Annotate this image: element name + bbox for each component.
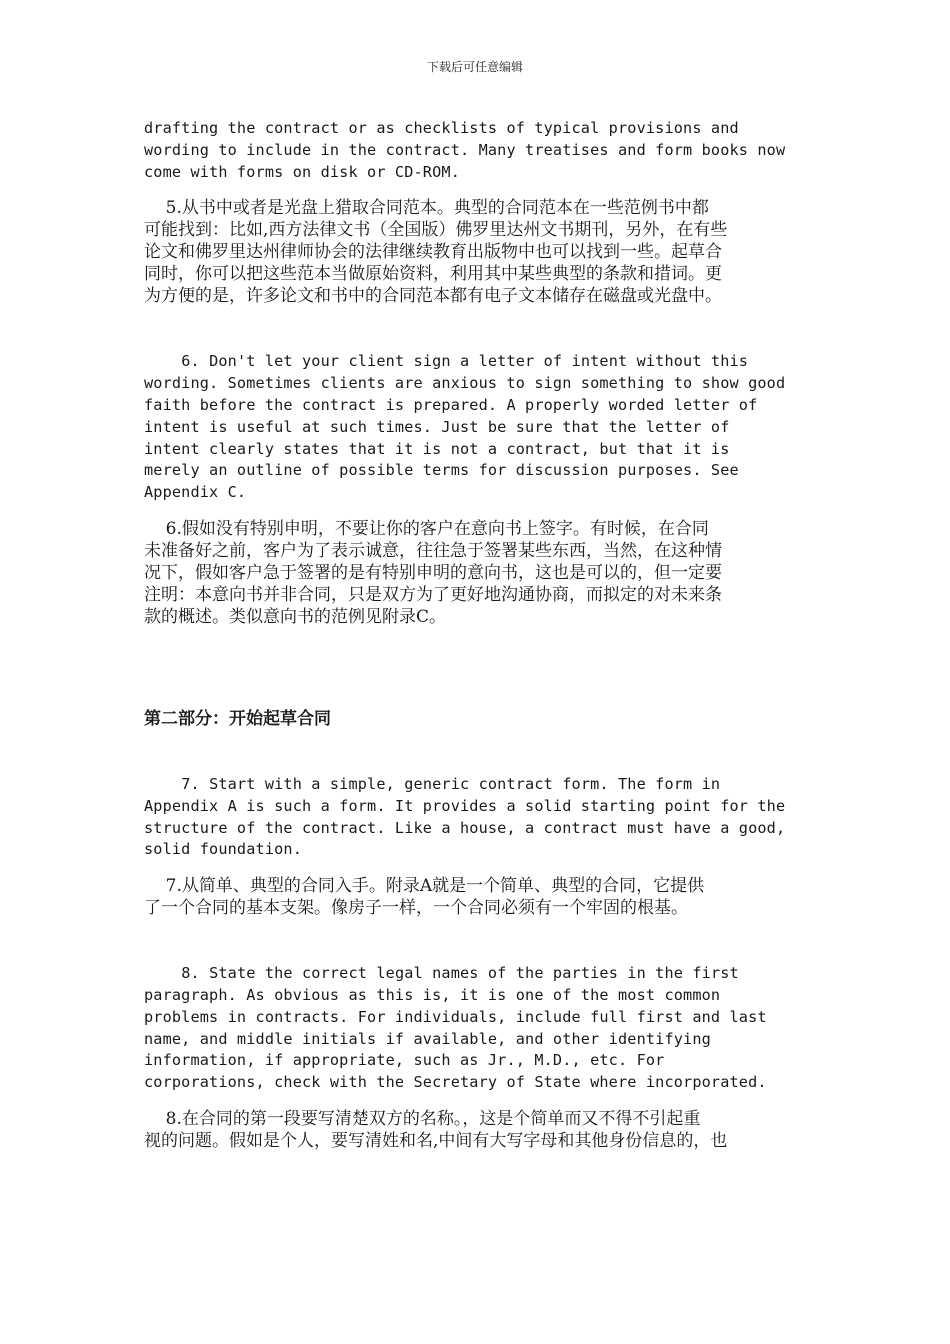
spacer <box>144 504 814 518</box>
paragraph-5-english-tail: drafting the contract or as checklists of typical provisions and wording to include in the contract. Many treatises and form books now come with forms on disk or CD-ROM. <box>144 119 786 181</box>
paragraph-7-english: 7. Start with a simple, generic contract form. The form in Appendix A is such a form. It provides a solid starting point for the structure of the contract. Like a house, a contract must have a good, solid foundation. <box>144 774 786 859</box>
paragraph-8-english: 8. State the correct legal names of the parties in the first paragraph. As obvious as this is, it is one of the most common problems in contracts. For individuals, include full first and last name, and middle initials if available, and other identifying information, if appropriate, such as Jr., M.D., etc. For corporations, check with the Secretary of State where incorporated. <box>144 964 767 1092</box>
spacer <box>144 919 814 963</box>
section-2-title: 第二部分：开始起草合同 <box>144 708 331 729</box>
spacer <box>144 183 814 197</box>
paragraph-8-chinese: 8.在合同的第一段要写清楚双方的名称。，这是个简单而又不得不引起重 视的问题。假如是个人，要写清姓和名,中间有大写字母和其他身份信息的，也 <box>144 1108 728 1151</box>
spacer <box>144 861 814 875</box>
document-body <box>144 118 814 1152</box>
spacer <box>144 1094 814 1108</box>
paragraph-6-chinese: 6.假如没有特别申明，不要让你的客户在意向书上签字。有时候，在合同 未准备好之前，客户为了表示诚意，往往急于签署某些东西，当然，在这种情 况下，假如客户急于签署的是有特别申明的意向书，这也是可以的，但一定要 注明：本意向书并非合同，只是双方为了更好地沟通协商，而拟定的对未来条 款的概述。类似意向书的范例见附录C。 <box>144 518 722 627</box>
paragraph-7-chinese: 7.从简单、典型的合同入手。附录A就是一个简单、典型的合同，它提供 了一个合同的基本支架。像房子一样，一个合同必须有一个牢固的根基。 <box>144 876 705 919</box>
page-header: 下载后可任意编辑 <box>426 60 523 74</box>
spacer <box>144 730 814 774</box>
spacer <box>144 628 814 708</box>
spacer <box>144 307 814 351</box>
paragraph-5-chinese: 5.从书中或者是光盘上猎取合同范本。典型的合同范本在一些范例书中都 可能找到：比如,西方法律文书（全国版）佛罗里达州文书期刊，另外，在有些 论文和佛罗里达州律师协会的法律继续教育出版物中也可以找到一些。起草合 同时，你可以把这些范本当做原始资料，利用其中某些典型的条款和措词。更 为方便的是，许多论文和书中的合同范本都有电子文本储存在磁盘或光盘中。 <box>144 198 728 307</box>
paragraph-6-english: 6. Don't let your client sign a letter of intent without this wording. Sometimes clients are anxious to sign something to show good faith before the contract is prepared. A properly worded letter of intent is useful at such times. Just be sure that the letter of intent clearly states that it is not a contract, but that it is merely an outline of possible terms for discussion purposes. See Appendix C. <box>144 352 786 502</box>
